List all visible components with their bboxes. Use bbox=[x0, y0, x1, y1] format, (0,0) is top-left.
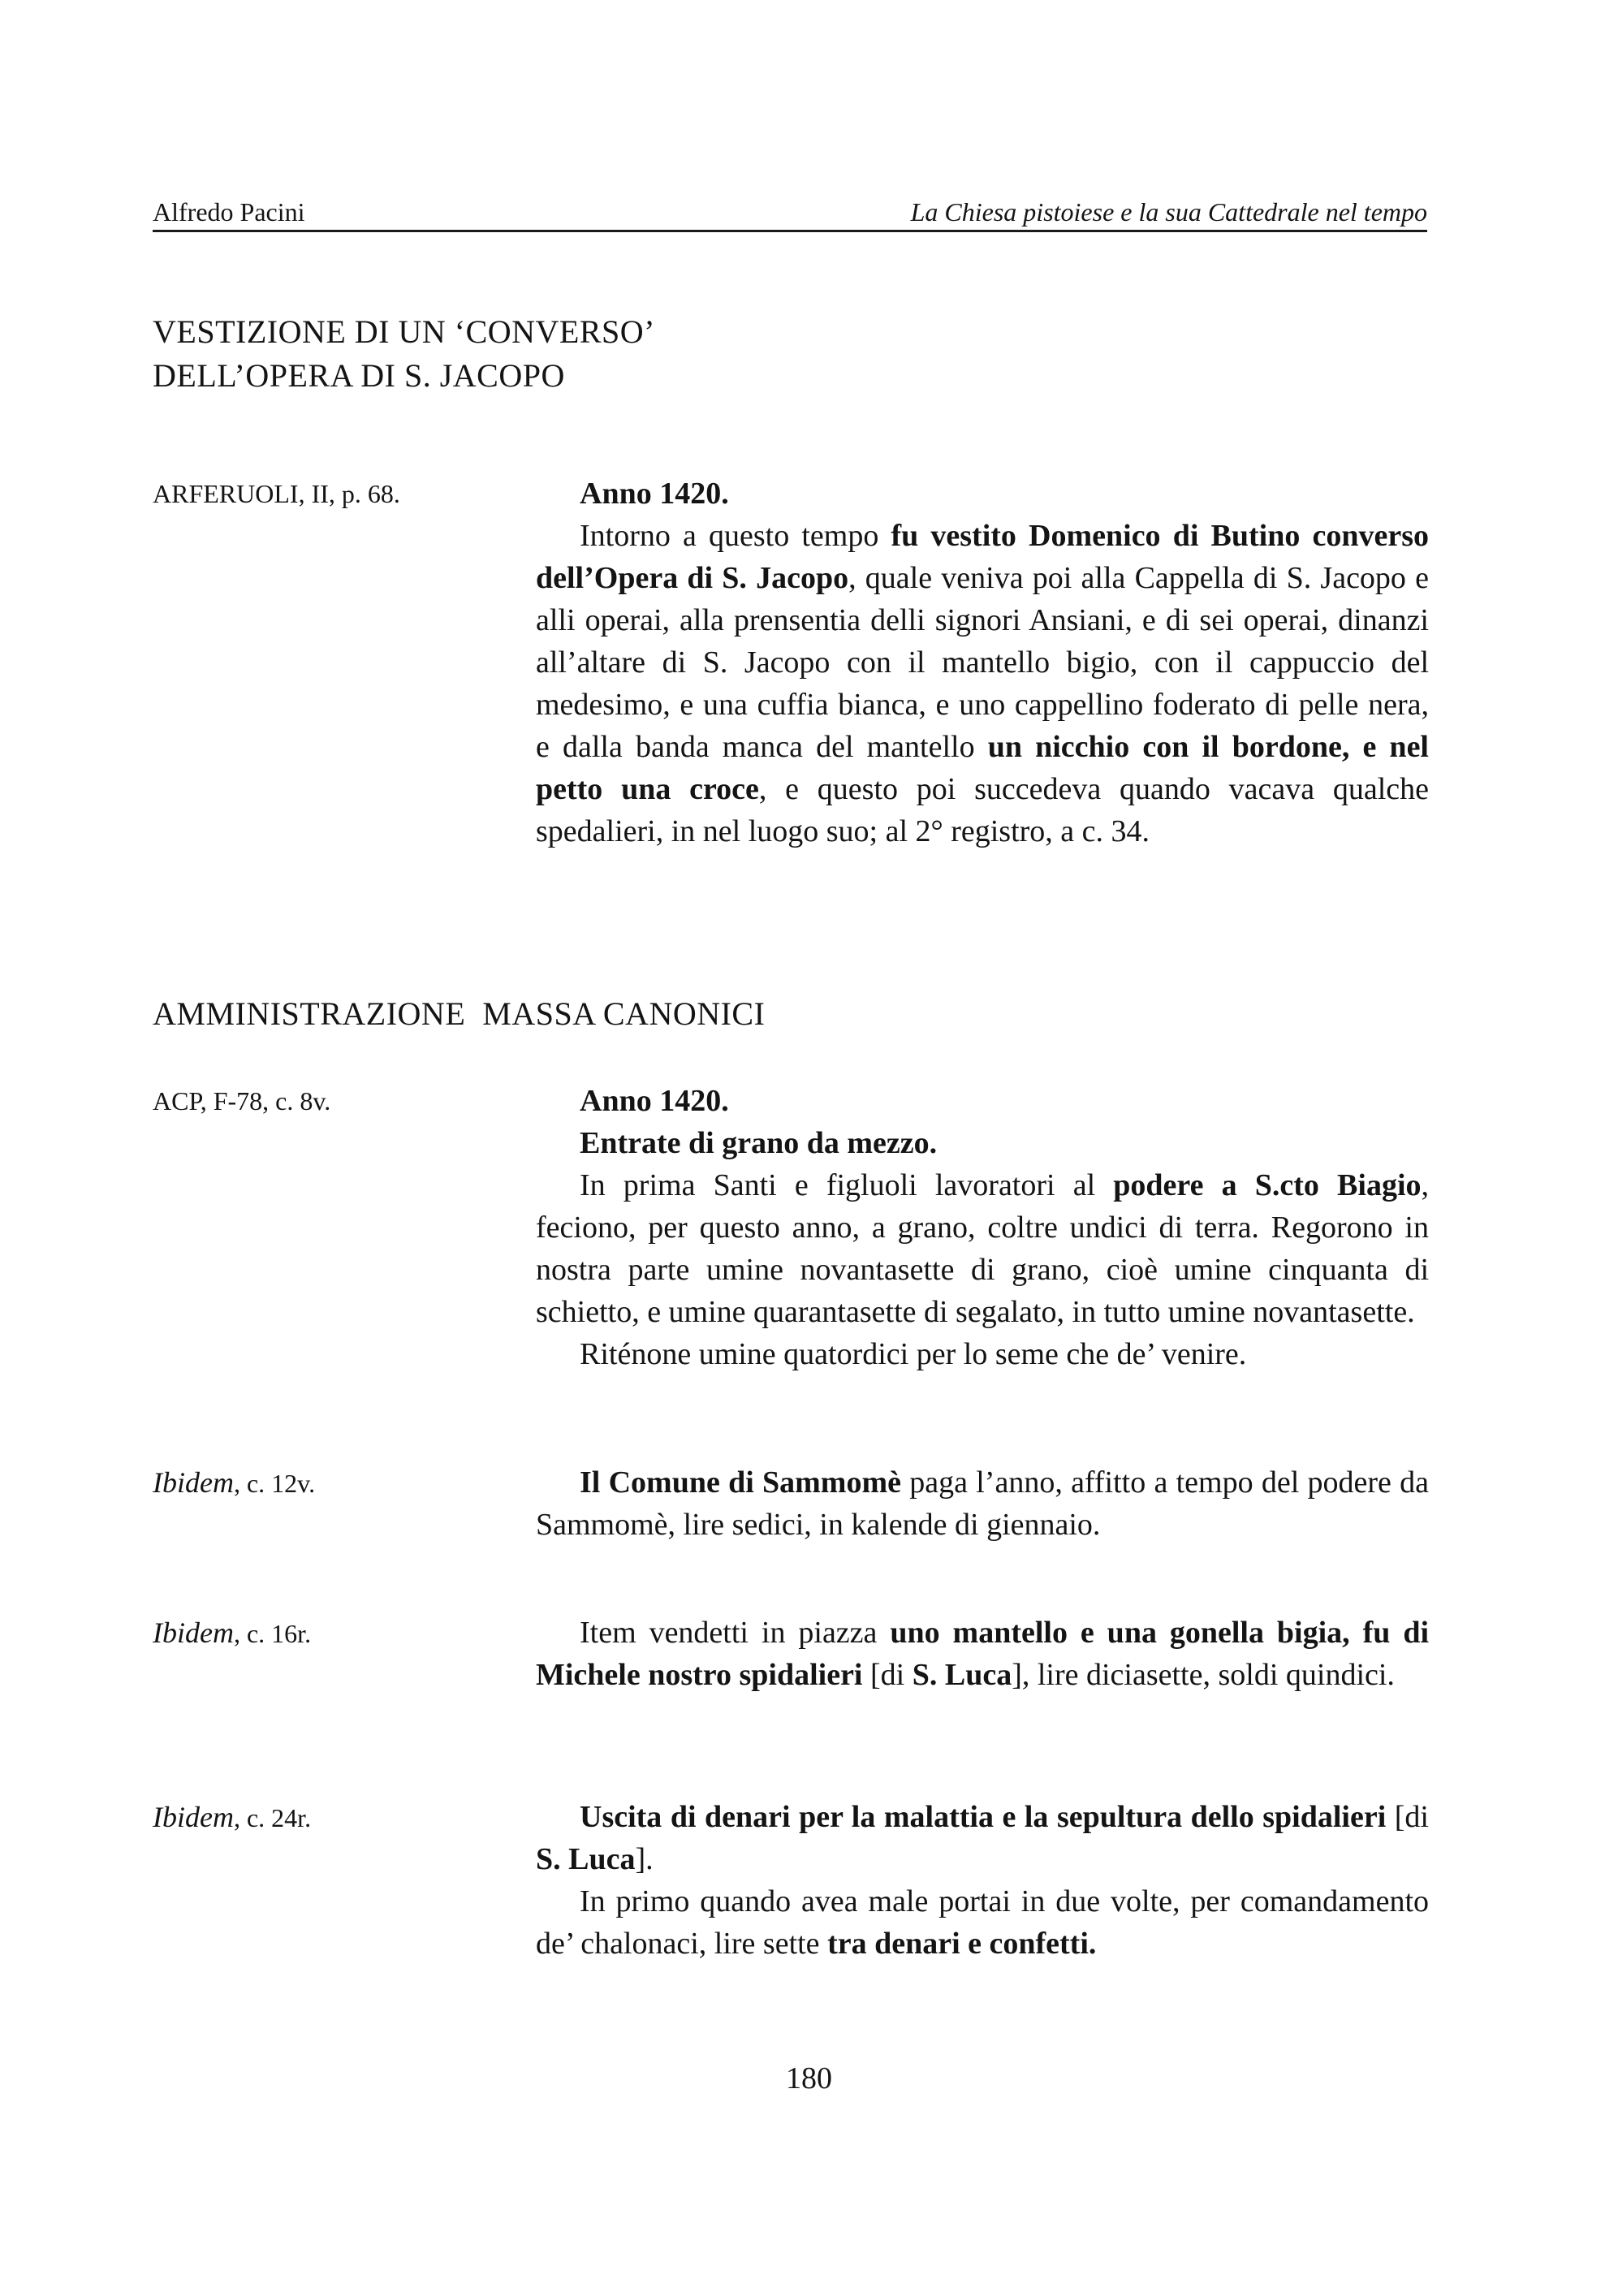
heading-line: DELL’OPERA DI S. JACOPO bbox=[153, 357, 565, 394]
page-number: 180 bbox=[786, 2061, 832, 2095]
paragraph bbox=[536, 1164, 1429, 1333]
bold-text: tra denari e confetti. bbox=[827, 1927, 1097, 1961]
paragraph bbox=[536, 1122, 1429, 1164]
entry-text bbox=[536, 1080, 1429, 1375]
text-run: , e questo poi succedeva quando vacava qualche spedalieri, in nel luogo suo; al 2° registro, a c. 34. bbox=[536, 772, 1429, 848]
paragraph bbox=[536, 473, 1429, 515]
paragraph bbox=[536, 1080, 1429, 1122]
text-run: [di bbox=[862, 1658, 913, 1692]
source-folio: , c. 12v. bbox=[233, 1469, 316, 1498]
section-heading-amministrazione bbox=[153, 992, 765, 1036]
text-run: ], lire diciasette, soldi quindici. bbox=[1012, 1658, 1395, 1692]
bold-text: Anno 1420. bbox=[580, 477, 729, 511]
bold-text: Entrate di grano da mezzo. bbox=[580, 1126, 938, 1160]
bold-text: Il Comune di Sammomè bbox=[580, 1465, 901, 1500]
header-author: Alfredo Pacini bbox=[153, 197, 305, 227]
entry-text bbox=[536, 1612, 1429, 1696]
text-run: Riténone umine quatordici per lo seme che de’ venire. bbox=[580, 1337, 1247, 1371]
bold-text: S. Luca bbox=[536, 1842, 636, 1876]
text-run: , feciono, per questo anno, a grano, coltre undici di terra. Regorono in nostra parte umine novantasette di grano, cioè umine cinquanta di schietto, e umine quarantasette di segalato, in tutto umine novantasette. bbox=[536, 1168, 1429, 1329]
source-citation: ACP, F-78, c. 8v. bbox=[153, 1086, 331, 1116]
source-ibidem: Ibidem bbox=[153, 1466, 234, 1499]
paragraph bbox=[536, 515, 1429, 852]
text-run: , quale veniva poi alla Cappella di S. Jacopo e alli operai, alla prensentia delli signori Ansiani, e di sei operai, dinanzi all’altare di S. Jacopo con il mantello bigio, con il cappuccio del medesimo, e una cuffia bianca, e uno cappellino foderato di pelle nera, e dalla banda manca del mantello bbox=[536, 561, 1429, 764]
entry-text bbox=[536, 473, 1429, 852]
bold-text: podere a S.cto Biagio bbox=[1113, 1168, 1422, 1202]
text-run: paga l’anno, affitto a tempo del podere da Sammomè, lire sedici, in kalende di giennaio. bbox=[536, 1465, 1430, 1542]
text-run: Intorno a questo tempo bbox=[580, 519, 891, 553]
bold-text: Anno 1420. bbox=[580, 1084, 729, 1118]
source-citation bbox=[153, 1796, 311, 1839]
text-run: In primo quando avea male portai in due volte, per comandamento de’ chalonaci, lire sette bbox=[536, 1884, 1429, 1961]
heading-line: VESTIZIONE DI UN ‘CONVERSO’ bbox=[153, 313, 655, 350]
header-rule bbox=[153, 230, 1427, 232]
source-ibidem: Ibidem bbox=[153, 1616, 234, 1649]
paragraph bbox=[536, 1333, 1429, 1375]
text-run: Item vendetti in piazza bbox=[580, 1616, 891, 1650]
source-ibidem: Ibidem bbox=[153, 1801, 234, 1833]
bold-text: un nicchio con il bordone, e nel petto una croce bbox=[536, 730, 1429, 806]
bold-text: uno mantello e una gonella bigia, fu di Michele nostro spidalieri bbox=[536, 1616, 1430, 1692]
source-citation: ARFERUOLI, II, p. 68. bbox=[153, 479, 400, 508]
running-header bbox=[153, 188, 1427, 227]
text-run: In prima Santi e figluoli lavoratori al bbox=[580, 1168, 1114, 1202]
paragraph bbox=[536, 1461, 1429, 1546]
entry-text bbox=[536, 1461, 1429, 1546]
text-run: ]. bbox=[635, 1842, 654, 1876]
text-run: [di bbox=[1386, 1800, 1429, 1834]
entry-text bbox=[536, 1796, 1429, 1965]
paragraph bbox=[536, 1796, 1429, 1880]
source-citation bbox=[153, 1612, 311, 1655]
paragraph bbox=[536, 1880, 1429, 1965]
heading-line: AMMINISTRAZIONE MASSA CANONICI bbox=[153, 995, 766, 1032]
bold-text: fu vestito Domenico di Butino converso dell’Opera di S. Jacopo bbox=[536, 519, 1429, 595]
source-folio: , c. 24r. bbox=[233, 1803, 312, 1832]
source-folio: , c. 16r. bbox=[233, 1619, 312, 1648]
bold-text: Uscita di denari per la malattia e la sepultura dello spidalieri bbox=[580, 1800, 1387, 1834]
section-heading-vestizione bbox=[153, 310, 655, 398]
source-citation bbox=[153, 1461, 315, 1504]
header-book-title: La Chiesa pistoiese e la sua Cattedrale nel tempo bbox=[910, 197, 1427, 227]
paragraph bbox=[536, 1612, 1429, 1696]
bold-text: S. Luca bbox=[912, 1658, 1012, 1692]
